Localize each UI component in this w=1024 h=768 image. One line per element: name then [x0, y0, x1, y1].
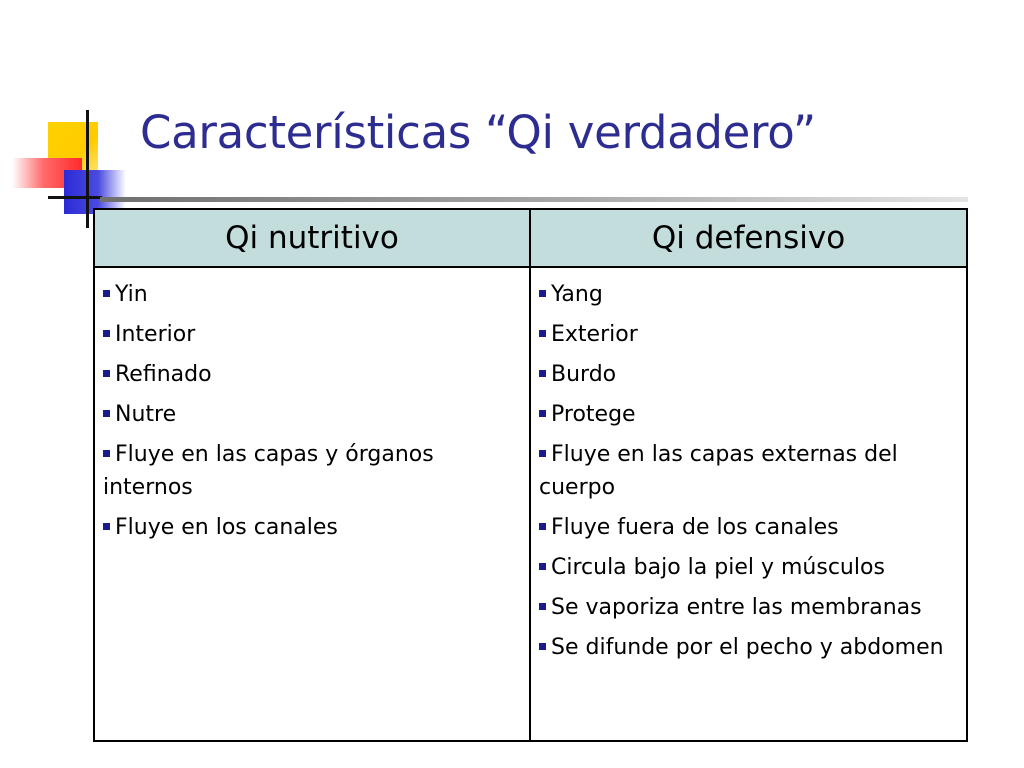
list-item — [103, 278, 521, 311]
square-bullet-icon — [103, 410, 110, 417]
list-item — [539, 398, 958, 431]
decor-vertical-line — [86, 110, 89, 228]
list-item-text: Fluye en los canales — [115, 515, 338, 540]
slide-title: Características “Qi verdadero” — [140, 106, 816, 159]
square-bullet-icon — [539, 603, 546, 610]
list-item — [103, 511, 521, 544]
list-item-text: Fluye en las capas externas del cuerpo — [539, 442, 898, 500]
square-bullet-icon — [539, 563, 546, 570]
list-item-text: Protege — [551, 402, 636, 427]
list-item — [103, 318, 521, 351]
square-bullet-icon — [103, 370, 110, 377]
list-item — [103, 438, 521, 504]
list-item — [103, 358, 521, 391]
list-item — [539, 278, 958, 311]
cell-qi-nutritivo — [94, 267, 530, 741]
table-header-row — [94, 209, 967, 267]
list-item — [103, 398, 521, 431]
list-item-text: Refinado — [115, 362, 212, 387]
square-bullet-icon — [539, 370, 546, 377]
list-item — [539, 591, 958, 624]
list-item — [539, 511, 958, 544]
square-bullet-icon — [103, 330, 110, 337]
list-item-text: Yang — [551, 282, 603, 307]
decor-horizontal-line — [48, 196, 102, 199]
list-item-text: Circula bajo la piel y músculos — [551, 555, 885, 580]
list-item-text: Fluye fuera de los canales — [551, 515, 839, 540]
list-item-text: Se vaporiza entre las membranas — [551, 595, 922, 620]
header-qi-nutritivo: Qi nutritivo — [94, 209, 530, 267]
square-bullet-icon — [539, 643, 546, 650]
list-item — [539, 438, 958, 504]
header-qi-defensivo: Qi defensivo — [530, 209, 967, 267]
list-item — [539, 551, 958, 584]
table-body-row — [94, 267, 967, 741]
list-item-text: Se difunde por el pecho y abdomen — [551, 635, 944, 660]
square-bullet-icon — [539, 410, 546, 417]
list-item — [539, 358, 958, 391]
list-item-text: Exterior — [551, 322, 638, 347]
square-bullet-icon — [103, 450, 110, 457]
list-qi-nutritivo — [103, 278, 521, 544]
list-item-text: Interior — [115, 322, 196, 347]
list-qi-defensivo — [539, 278, 958, 664]
comparison-table — [93, 208, 968, 742]
list-item — [539, 318, 958, 351]
square-bullet-icon — [103, 523, 110, 530]
square-bullet-icon — [539, 523, 546, 530]
list-item-text: Yin — [115, 282, 148, 307]
list-item-text: Fluye en las capas y órganos internos — [103, 442, 434, 500]
square-bullet-icon — [103, 290, 110, 297]
square-bullet-icon — [539, 330, 546, 337]
square-bullet-icon — [539, 450, 546, 457]
square-bullet-icon — [539, 290, 546, 297]
cell-qi-defensivo — [530, 267, 967, 741]
list-item-text: Nutre — [115, 402, 177, 427]
list-item-text: Burdo — [551, 362, 617, 387]
title-underline-rule — [100, 197, 968, 202]
list-item — [539, 631, 958, 664]
